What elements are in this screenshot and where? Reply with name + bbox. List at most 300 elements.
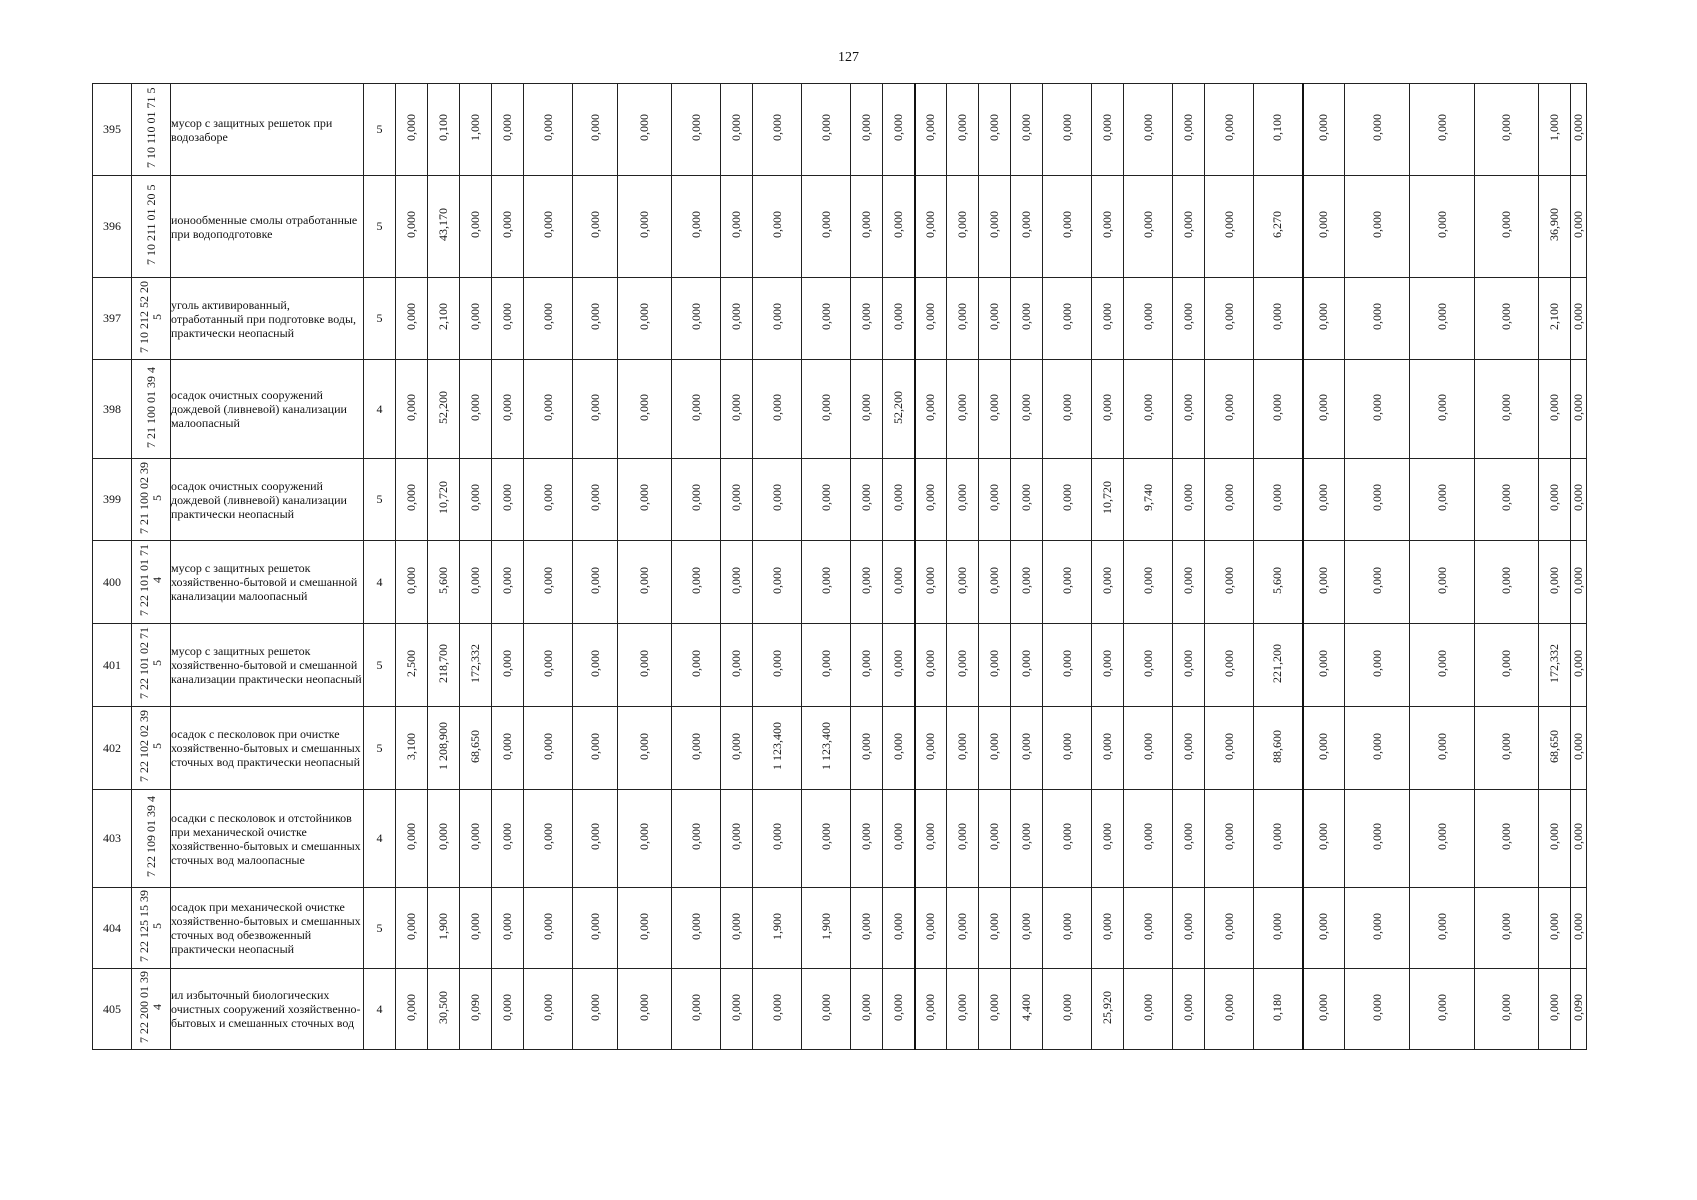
value-text: 0,000 bbox=[729, 484, 743, 511]
value-cell bbox=[573, 541, 618, 624]
value-text: 0,000 bbox=[1316, 566, 1331, 594]
value-cell bbox=[1011, 624, 1043, 707]
value-text: 0,000 bbox=[1316, 993, 1331, 1021]
value-cell bbox=[947, 624, 979, 707]
value-text: 0,000 bbox=[729, 393, 743, 421]
hazard-class: 5 bbox=[364, 278, 396, 360]
value-text: 0,000 bbox=[468, 912, 482, 940]
value-text: 0,000 bbox=[729, 912, 743, 940]
value-cell bbox=[573, 459, 618, 541]
value-text: 0,000 bbox=[923, 912, 938, 940]
value-text: 0,000 bbox=[1181, 566, 1195, 594]
value-cell bbox=[851, 278, 883, 360]
value-text: 0,000 bbox=[729, 823, 743, 850]
value-text: 0,000 bbox=[500, 303, 514, 330]
value-cell bbox=[672, 624, 721, 707]
value-text: 0,000 bbox=[468, 823, 482, 850]
value-cell bbox=[1571, 459, 1587, 541]
value-cell bbox=[915, 360, 947, 459]
value-text: 0,000 bbox=[1270, 823, 1285, 850]
value-text: 0,000 bbox=[890, 114, 905, 141]
value-text: 0,000 bbox=[859, 566, 873, 594]
value-cell bbox=[1011, 459, 1043, 541]
value-text: 0,000 bbox=[955, 912, 969, 940]
value-cell bbox=[753, 707, 802, 790]
value-text: 0,000 bbox=[1059, 993, 1074, 1021]
value-cell bbox=[753, 888, 802, 969]
value-text: 0,000 bbox=[1434, 649, 1449, 677]
value-text: 0,000 bbox=[1316, 303, 1331, 330]
value-cell bbox=[672, 84, 721, 176]
value-text: 0,000 bbox=[1499, 566, 1513, 594]
value-cell bbox=[1092, 969, 1124, 1050]
value-cell bbox=[1173, 541, 1205, 624]
waste-name: осадок очистных сооружений дождевой (ливневой) канализации малоопасный bbox=[171, 360, 364, 459]
value-text: 0,000 bbox=[729, 211, 743, 238]
value-cell bbox=[979, 176, 1011, 278]
value-text: 0,000 bbox=[1316, 393, 1331, 421]
value-text: 0,000 bbox=[987, 993, 1001, 1021]
value-cell bbox=[1410, 278, 1475, 360]
value-cell bbox=[1124, 969, 1173, 1050]
value-text: 0,000 bbox=[637, 566, 651, 594]
waste-code: 7 10 110 01 71 5 bbox=[143, 87, 158, 168]
value-cell bbox=[1124, 176, 1173, 278]
value-cell bbox=[1571, 84, 1587, 176]
value-cell bbox=[1345, 790, 1410, 888]
value-cell bbox=[492, 790, 524, 888]
value-text: 0,000 bbox=[1221, 823, 1236, 850]
value-text: 0,000 bbox=[923, 993, 938, 1021]
value-text: 0,000 bbox=[818, 393, 833, 421]
value-cell bbox=[492, 84, 524, 176]
row-number: 400 bbox=[93, 541, 132, 624]
value-text: 0,000 bbox=[955, 393, 969, 421]
value-text: 0,000 bbox=[1059, 732, 1074, 760]
value-text: 0,000 bbox=[1140, 566, 1155, 594]
waste-code-cell bbox=[132, 888, 171, 969]
value-cell bbox=[1345, 541, 1410, 624]
value-cell bbox=[672, 541, 721, 624]
value-cell bbox=[802, 969, 851, 1050]
value-cell bbox=[883, 278, 915, 360]
value-text: 0,000 bbox=[1059, 484, 1074, 511]
value-text: 0,000 bbox=[890, 732, 905, 760]
value-text: 0,000 bbox=[540, 211, 555, 238]
value-cell bbox=[1124, 888, 1173, 969]
waste-code-cell bbox=[132, 176, 171, 278]
value-cell bbox=[753, 624, 802, 707]
value-text: 0,000 bbox=[1100, 649, 1114, 677]
value-text: 0,000 bbox=[1181, 393, 1195, 421]
value-text: 0,000 bbox=[923, 393, 938, 421]
value-cell bbox=[1092, 176, 1124, 278]
value-cell bbox=[802, 84, 851, 176]
value-cell bbox=[802, 790, 851, 888]
value-cell bbox=[1205, 790, 1254, 888]
value-cell bbox=[524, 790, 573, 888]
value-cell bbox=[428, 459, 460, 541]
value-text: 0,000 bbox=[540, 566, 555, 594]
waste-code-cell bbox=[132, 790, 171, 888]
value-cell bbox=[1254, 278, 1303, 360]
value-text: 172,332 bbox=[468, 643, 482, 683]
value-text: 0,000 bbox=[1100, 912, 1114, 940]
value-cell bbox=[1173, 790, 1205, 888]
value-cell bbox=[883, 969, 915, 1050]
value-text: 0,000 bbox=[1100, 211, 1114, 238]
value-cell bbox=[915, 176, 947, 278]
value-text: 0,100 bbox=[1270, 114, 1285, 141]
waste-code-cell bbox=[132, 707, 171, 790]
value-text: 0,000 bbox=[1547, 912, 1561, 940]
value-cell bbox=[883, 888, 915, 969]
value-text: 0,000 bbox=[1571, 211, 1585, 238]
value-cell bbox=[524, 707, 573, 790]
value-cell bbox=[1205, 360, 1254, 459]
value-cell bbox=[753, 459, 802, 541]
value-text: 0,000 bbox=[859, 912, 873, 940]
value-cell bbox=[460, 707, 492, 790]
value-cell bbox=[492, 459, 524, 541]
table-row bbox=[93, 790, 1587, 888]
value-text: 1 123,400 bbox=[769, 722, 784, 770]
value-cell bbox=[1124, 360, 1173, 459]
value-cell bbox=[396, 459, 428, 541]
value-cell bbox=[1539, 459, 1571, 541]
value-cell bbox=[1475, 278, 1539, 360]
value-cell bbox=[460, 459, 492, 541]
row-number: 403 bbox=[93, 790, 132, 888]
value-cell bbox=[1410, 888, 1475, 969]
value-cell bbox=[618, 888, 672, 969]
value-text: 1,900 bbox=[769, 912, 784, 940]
value-cell bbox=[1410, 176, 1475, 278]
value-cell bbox=[915, 624, 947, 707]
value-cell bbox=[883, 360, 915, 459]
value-cell bbox=[979, 969, 1011, 1050]
value-cell bbox=[1410, 707, 1475, 790]
value-cell bbox=[573, 176, 618, 278]
value-text: 0,000 bbox=[637, 912, 651, 940]
value-cell bbox=[492, 969, 524, 1050]
value-text: 0,000 bbox=[1270, 484, 1285, 511]
value-cell bbox=[947, 541, 979, 624]
row-number: 395 bbox=[93, 84, 132, 176]
value-cell bbox=[492, 176, 524, 278]
waste-code: 7 10 211 01 20 5 bbox=[143, 184, 158, 265]
waste-code-cell bbox=[132, 360, 171, 459]
value-cell bbox=[1011, 176, 1043, 278]
value-cell bbox=[1124, 790, 1173, 888]
value-cell bbox=[851, 84, 883, 176]
value-text: 0,000 bbox=[1434, 484, 1449, 511]
value-text: 0,000 bbox=[1499, 114, 1513, 141]
value-text: 0,000 bbox=[890, 484, 905, 511]
value-cell bbox=[883, 707, 915, 790]
value-text: 0,000 bbox=[1221, 393, 1236, 421]
value-text: 0,000 bbox=[987, 484, 1001, 511]
value-cell bbox=[753, 176, 802, 278]
value-cell bbox=[721, 624, 753, 707]
value-cell bbox=[883, 541, 915, 624]
value-text: 0,000 bbox=[769, 823, 784, 850]
value-text: 52,200 bbox=[890, 390, 905, 424]
value-text: 0,000 bbox=[890, 993, 905, 1021]
value-cell bbox=[979, 459, 1011, 541]
value-cell bbox=[721, 176, 753, 278]
value-cell bbox=[1539, 707, 1571, 790]
waste-code: 7 21 100 01 39 4 bbox=[143, 366, 158, 448]
value-text: 0,000 bbox=[1434, 566, 1449, 594]
value-text: 0,000 bbox=[587, 114, 602, 141]
value-cell bbox=[802, 278, 851, 360]
value-text: 0,000 bbox=[1221, 484, 1236, 511]
value-cell bbox=[802, 624, 851, 707]
value-text: 0,000 bbox=[859, 732, 873, 760]
value-cell bbox=[851, 969, 883, 1050]
value-cell bbox=[1205, 707, 1254, 790]
hazard-class: 5 bbox=[364, 84, 396, 176]
value-cell bbox=[428, 624, 460, 707]
value-text: 0,000 bbox=[1059, 393, 1074, 421]
value-text: 0,000 bbox=[540, 114, 555, 141]
value-text: 0,000 bbox=[1221, 303, 1236, 330]
waste-name: ил избыточный биологических очистных сооружений хозяйственно-бытовых и смешанных сточных вод bbox=[171, 969, 364, 1050]
value-text: 0,000 bbox=[1059, 566, 1074, 594]
row-number: 402 bbox=[93, 707, 132, 790]
value-cell bbox=[1092, 459, 1124, 541]
value-text: 88,600 bbox=[1270, 729, 1285, 763]
value-cell bbox=[1254, 459, 1303, 541]
value-text: 2,100 bbox=[436, 303, 450, 330]
value-text: 10,720 bbox=[436, 481, 450, 514]
value-text: 0,000 bbox=[1140, 303, 1155, 330]
value-cell bbox=[883, 176, 915, 278]
value-cell bbox=[851, 541, 883, 624]
value-cell bbox=[1173, 176, 1205, 278]
value-text: 0,000 bbox=[1221, 211, 1236, 238]
value-cell bbox=[851, 624, 883, 707]
value-cell bbox=[1173, 624, 1205, 707]
value-cell bbox=[1092, 84, 1124, 176]
row-number: 401 bbox=[93, 624, 132, 707]
value-text: 0,000 bbox=[1019, 484, 1033, 511]
value-cell bbox=[618, 541, 672, 624]
value-cell bbox=[524, 84, 573, 176]
value-cell bbox=[1571, 888, 1587, 969]
value-cell bbox=[1173, 459, 1205, 541]
value-cell bbox=[1254, 360, 1303, 459]
value-cell bbox=[753, 790, 802, 888]
value-cell bbox=[1011, 278, 1043, 360]
waste-code: 7 22 101 02 71 5 bbox=[137, 627, 164, 699]
value-text: 0,000 bbox=[890, 912, 905, 940]
value-text: 0,000 bbox=[688, 211, 703, 238]
value-text: 0,000 bbox=[769, 649, 784, 677]
value-cell bbox=[979, 888, 1011, 969]
value-text: 0,000 bbox=[1434, 732, 1449, 760]
value-cell bbox=[1571, 360, 1587, 459]
value-text: 0,000 bbox=[1140, 393, 1155, 421]
value-text: 1,900 bbox=[818, 912, 833, 940]
value-cell bbox=[524, 888, 573, 969]
value-text: 0,000 bbox=[1434, 303, 1449, 330]
value-text: 172,332 bbox=[1547, 643, 1561, 683]
value-text: 0,000 bbox=[1369, 484, 1384, 511]
value-text: 0,000 bbox=[818, 823, 833, 850]
value-cell bbox=[1011, 888, 1043, 969]
value-cell bbox=[1303, 790, 1345, 888]
value-cell bbox=[428, 278, 460, 360]
value-text: 0,000 bbox=[859, 993, 873, 1021]
value-cell bbox=[1475, 541, 1539, 624]
value-cell bbox=[396, 84, 428, 176]
value-cell bbox=[672, 176, 721, 278]
waste-name: уголь активированный, отработанный при подготовке воды, практически неопасный bbox=[171, 278, 364, 360]
value-text: 0,000 bbox=[1100, 566, 1114, 594]
value-text: 0,000 bbox=[637, 484, 651, 511]
hazard-class: 4 bbox=[364, 541, 396, 624]
value-cell bbox=[802, 176, 851, 278]
value-text: 4,400 bbox=[1019, 993, 1033, 1021]
value-text: 1,000 bbox=[468, 114, 482, 141]
value-cell bbox=[851, 459, 883, 541]
value-text: 0,000 bbox=[587, 649, 602, 677]
value-text: 0,000 bbox=[1181, 114, 1195, 141]
value-text: 0,000 bbox=[1499, 484, 1513, 511]
value-text: 0,000 bbox=[923, 303, 938, 330]
value-cell bbox=[672, 278, 721, 360]
value-text: 0,000 bbox=[987, 393, 1001, 421]
row-number: 399 bbox=[93, 459, 132, 541]
table-row bbox=[93, 278, 1587, 360]
value-cell bbox=[1254, 541, 1303, 624]
waste-name: мусор с защитных решеток хозяйственно-бытовой и смешанной канализации практически неопасный bbox=[171, 624, 364, 707]
value-text: 0,000 bbox=[1100, 114, 1114, 141]
value-text: 0,000 bbox=[1181, 823, 1195, 850]
value-text: 0,000 bbox=[1140, 211, 1155, 238]
value-text: 0,000 bbox=[404, 114, 418, 141]
value-cell bbox=[1539, 541, 1571, 624]
value-text: 0,000 bbox=[1140, 114, 1155, 141]
value-text: 0,000 bbox=[688, 484, 703, 511]
value-cell bbox=[915, 541, 947, 624]
value-cell bbox=[979, 360, 1011, 459]
value-text: 0,000 bbox=[1499, 211, 1513, 238]
value-text: 0,000 bbox=[1181, 993, 1195, 1021]
value-text: 0,000 bbox=[818, 566, 833, 594]
value-cell bbox=[618, 707, 672, 790]
value-text: 0,000 bbox=[923, 114, 938, 141]
value-cell bbox=[460, 888, 492, 969]
value-text: 0,000 bbox=[987, 211, 1001, 238]
value-cell bbox=[460, 624, 492, 707]
value-text: 0,000 bbox=[688, 114, 703, 141]
value-cell bbox=[851, 888, 883, 969]
value-text: 0,000 bbox=[859, 303, 873, 330]
value-text: 0,000 bbox=[1369, 211, 1384, 238]
value-cell bbox=[1205, 84, 1254, 176]
value-text: 0,000 bbox=[1547, 484, 1561, 511]
value-cell bbox=[618, 969, 672, 1050]
value-text: 0,000 bbox=[1100, 823, 1114, 850]
value-cell bbox=[721, 707, 753, 790]
table-row bbox=[93, 360, 1587, 459]
waste-name: осадок при механической очистке хозяйственно-бытовых и смешанных сточных вод обезвоженный практически неопасный bbox=[171, 888, 364, 969]
value-text: 0,000 bbox=[436, 823, 450, 850]
value-cell bbox=[1539, 360, 1571, 459]
value-text: 0,000 bbox=[1181, 303, 1195, 330]
waste-code-cell bbox=[132, 541, 171, 624]
value-cell bbox=[1410, 790, 1475, 888]
value-text: 0,000 bbox=[769, 303, 784, 330]
value-cell bbox=[915, 888, 947, 969]
value-cell bbox=[1539, 84, 1571, 176]
waste-code: 7 22 101 01 71 4 bbox=[137, 544, 164, 616]
value-text: 0,000 bbox=[587, 211, 602, 238]
hazard-class: 5 bbox=[364, 624, 396, 707]
hazard-class: 4 bbox=[364, 360, 396, 459]
value-cell bbox=[915, 969, 947, 1050]
value-text: 0,000 bbox=[1369, 912, 1384, 940]
value-text: 0,000 bbox=[404, 211, 418, 238]
value-text: 0,000 bbox=[1019, 566, 1033, 594]
value-cell bbox=[1043, 888, 1092, 969]
value-cell bbox=[1092, 360, 1124, 459]
value-cell bbox=[947, 459, 979, 541]
value-text: 0,000 bbox=[859, 211, 873, 238]
value-cell bbox=[1410, 459, 1475, 541]
value-text: 0,000 bbox=[955, 114, 969, 141]
value-text: 0,000 bbox=[1059, 303, 1074, 330]
value-cell bbox=[1539, 176, 1571, 278]
value-text: 0,000 bbox=[688, 303, 703, 330]
value-cell bbox=[947, 969, 979, 1050]
waste-code: 7 10 212 52 20 5 bbox=[137, 280, 164, 353]
value-cell bbox=[1345, 459, 1410, 541]
value-text: 0,000 bbox=[955, 649, 969, 677]
table-row bbox=[93, 624, 1587, 707]
value-text: 0,000 bbox=[987, 303, 1001, 330]
value-cell bbox=[1043, 624, 1092, 707]
value-text: 10,720 bbox=[1100, 481, 1114, 514]
value-text: 0,000 bbox=[987, 732, 1001, 760]
value-text: 0,000 bbox=[1019, 823, 1033, 850]
value-cell bbox=[573, 707, 618, 790]
value-text: 0,000 bbox=[500, 823, 514, 850]
value-cell bbox=[1345, 888, 1410, 969]
value-cell bbox=[1254, 707, 1303, 790]
value-text: 0,000 bbox=[587, 993, 602, 1021]
value-cell bbox=[1124, 84, 1173, 176]
value-cell bbox=[947, 176, 979, 278]
value-text: 0,000 bbox=[637, 823, 651, 850]
waste-code-cell bbox=[132, 459, 171, 541]
value-cell bbox=[1124, 541, 1173, 624]
row-number: 397 bbox=[93, 278, 132, 360]
value-text: 0,000 bbox=[1434, 823, 1449, 850]
value-text: 0,000 bbox=[688, 649, 703, 677]
value-text: 0,000 bbox=[1140, 823, 1155, 850]
value-text: 0,000 bbox=[1270, 303, 1285, 330]
value-cell bbox=[1092, 790, 1124, 888]
value-text: 0,000 bbox=[987, 649, 1001, 677]
value-cell bbox=[618, 459, 672, 541]
value-cell bbox=[428, 888, 460, 969]
value-cell bbox=[672, 888, 721, 969]
value-text: 0,000 bbox=[637, 393, 651, 421]
